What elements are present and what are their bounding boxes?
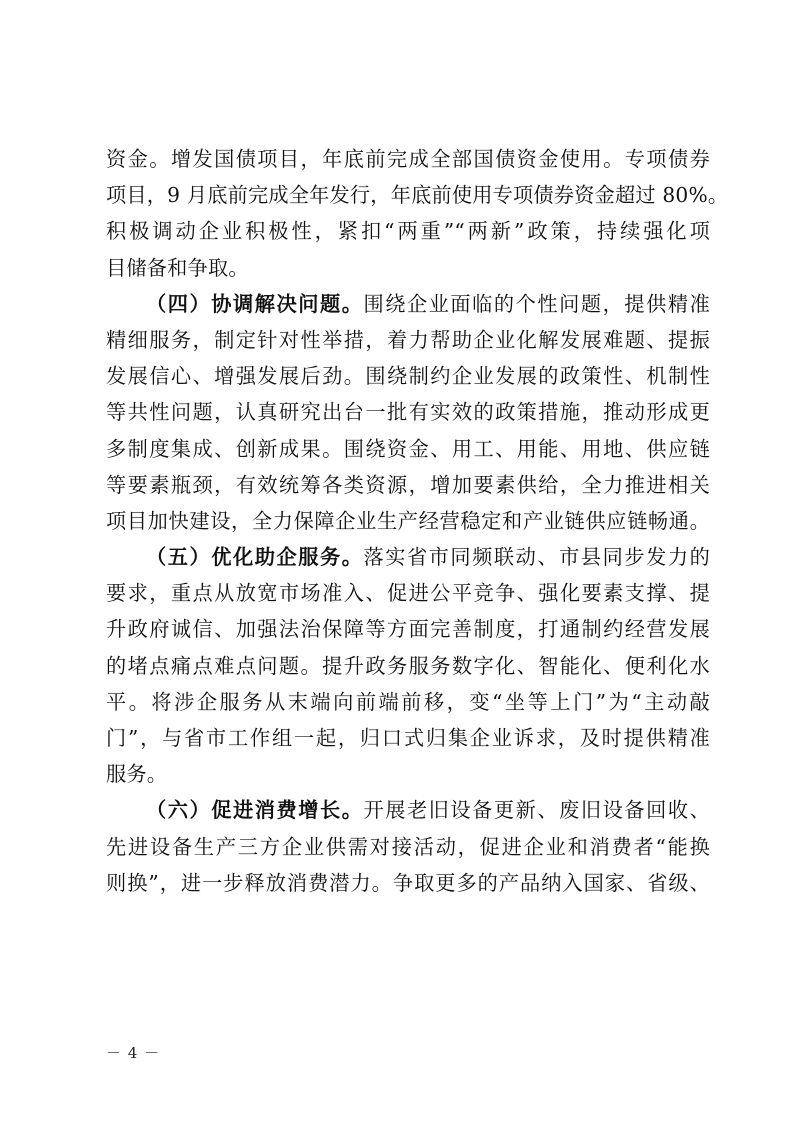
section-4-lead-text: 围绕企业面临的个性问题，提供精准 (363, 291, 710, 316)
text-line: 等共性问题，认真研究出台一批有实效的政策措施，推动形成更 (106, 400, 710, 425)
section-6-lead-text: 开展老旧设备更新、废旧设备回收、 (363, 798, 710, 823)
text-line: 资金。增发国债项目，年底前完成全部国债资金使用。专项债券 (106, 147, 710, 171)
text-line: 先进设备生产三方企业供需对接活动，促进企业和消费者“能换 (106, 834, 710, 859)
section-5-lead-text: 落实省市同频联动、市县同步发力的 (363, 545, 710, 570)
text-line: 升政府诚信、加强法治保障等方面完善制度，打通制约经营发展 (106, 617, 710, 642)
text-line: 等要素瓶颈，有效统筹各类资源，增加要素供给，全力推进相关 (106, 472, 710, 497)
document-body (106, 141, 729, 901)
section-5-heading: （五）优化助企服务。 (146, 545, 364, 570)
section-4-first-line (106, 286, 710, 322)
text-line: 服务。 (106, 762, 168, 787)
section-6-heading: （六）促进消费增长。 (146, 798, 364, 823)
section-6-first-line (106, 792, 710, 828)
text-line: 门”，与省市工作组一起，归口式归集企业诉求，及时提供精准 (106, 726, 710, 750)
text-line: 项目加快建设，全力保障企业生产经营稳定和产业链供应链畅通。 (106, 508, 710, 533)
text-line: 发展信心、增强发展后劲。围绕制约企业发展的政策性、机制性 (106, 364, 710, 389)
text-line: 精细服务，制定针对性举措，着力帮助企业化解发展难题、提振 (106, 327, 710, 352)
text-line: 要求，重点从放宽市场准入、促进公平竞争、强化要素支撑、提 (106, 581, 710, 606)
text-line: 的堵点痛点难点问题。提升政务服务数字化、智能化、便利化水 (106, 653, 710, 678)
text-line: 平。将涉企服务从末端向前端前移，变“坐等上门”为“主动敲 (106, 689, 710, 714)
text-line: 项目，9 月底前完成全年发行，年底前使用专项债券资金超过 80%。 (106, 183, 729, 208)
text-line: 则换”，进一步释放消费潜力。争取更多的产品纳入国家、省级、 (106, 870, 710, 895)
text-line: 积极调动企业积极性，紧扣“两重”“两新”政策，持续强化项 (106, 219, 710, 244)
text-line: 目储备和争取。 (106, 255, 249, 280)
page-number: － 4 － (106, 1044, 161, 1062)
section-5-first-line (106, 539, 710, 575)
section-4-heading: （四）协调解决问题。 (146, 291, 364, 316)
text-line: 多制度集成、创新成果。围绕资金、用工、用能、用地、供应链 (106, 436, 710, 461)
